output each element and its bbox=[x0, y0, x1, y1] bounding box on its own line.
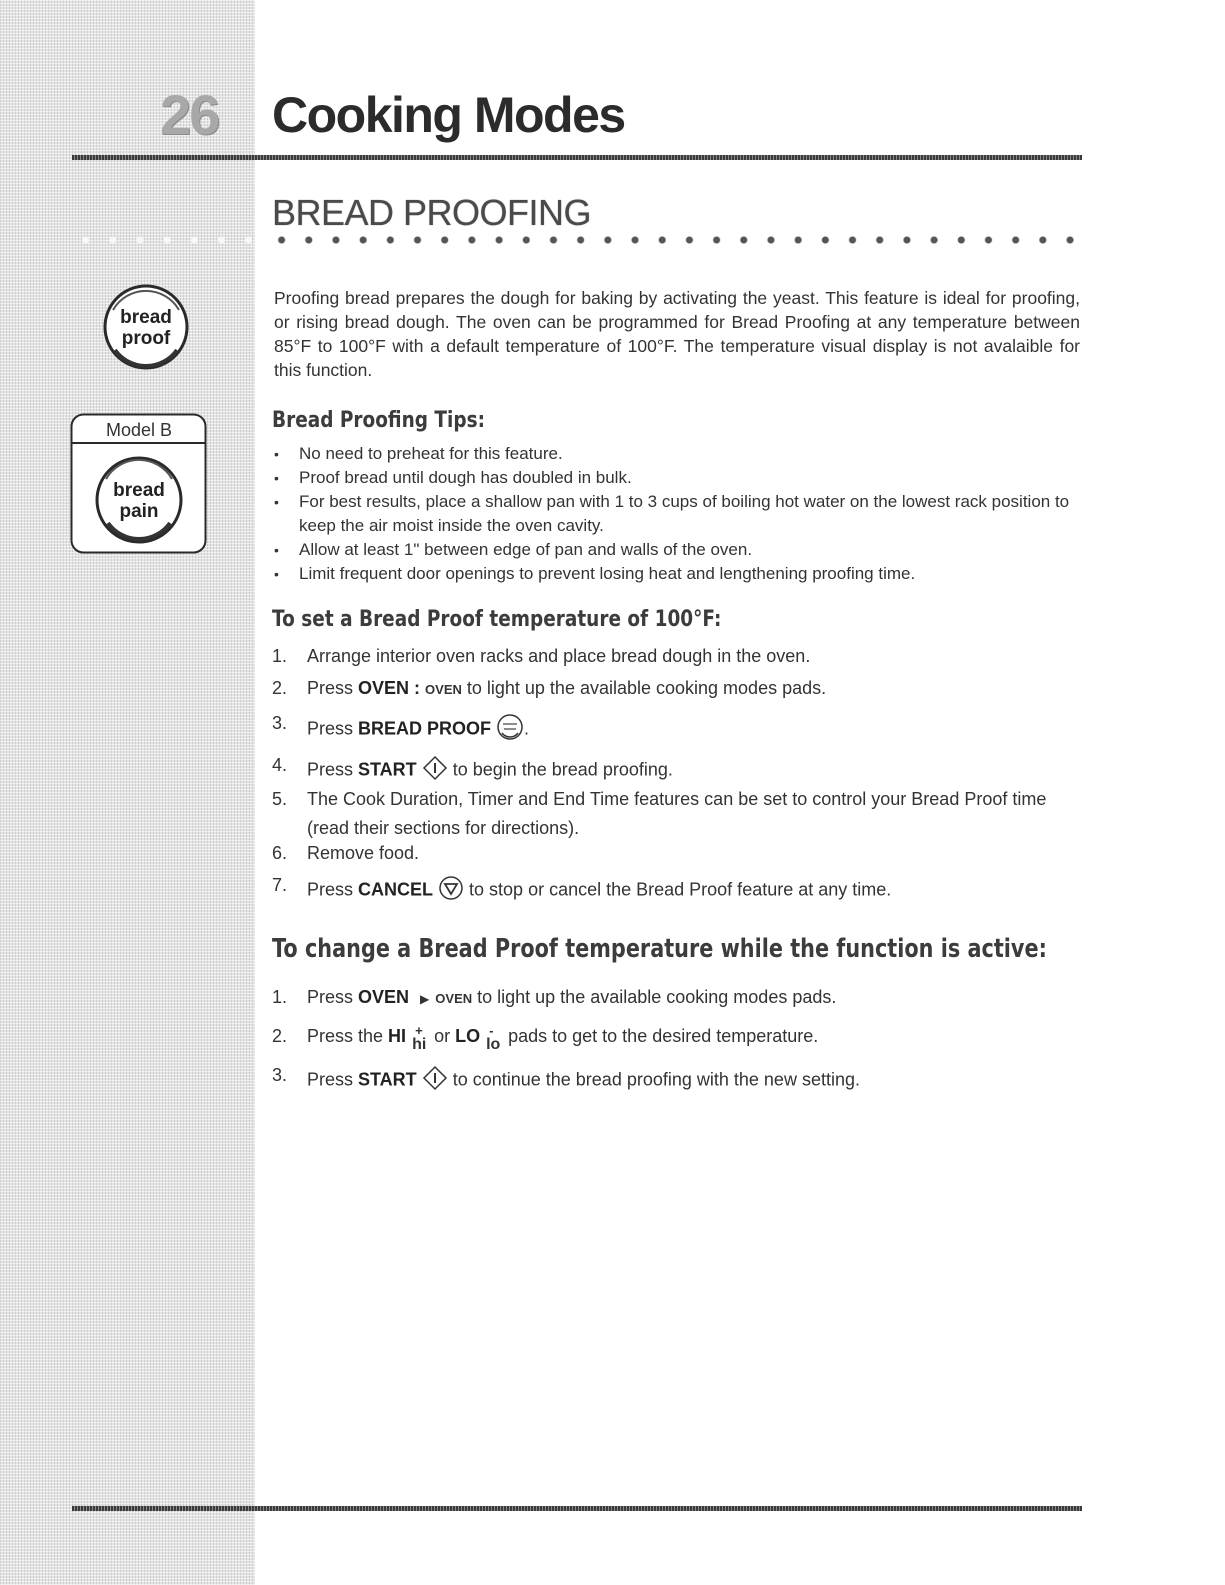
icon-label-line2: pain bbox=[119, 501, 159, 522]
list-item: • Limit frequent door openings to prevent losing heat and lengthening proofing time. bbox=[274, 562, 1074, 586]
play-arrow-icon: ▶ bbox=[420, 992, 430, 1006]
section-dotted-divider bbox=[268, 236, 1084, 244]
list-item: 3. Press START to continue the bread proofing with the new setting. bbox=[272, 1065, 1072, 1095]
tips-list bbox=[274, 442, 1074, 586]
list-item: 6. Remove food. bbox=[272, 843, 420, 863]
bread-proof-mini-icon bbox=[496, 713, 524, 746]
change-temp-heading: To change a Bread Proof temperature while the function is active: bbox=[272, 934, 1047, 964]
list-item: • No need to preheat for this feature. bbox=[274, 442, 1074, 466]
section-title: BREAD PROOFING bbox=[272, 192, 592, 233]
oven-pad-label: OVEN bbox=[425, 682, 462, 697]
oven-pad-label: OVEN bbox=[435, 991, 473, 1006]
start-key-label: START bbox=[358, 759, 417, 780]
list-item: 2. Press the HI + hi or LO - lo pads to get to the desired temperature. bbox=[272, 1023, 819, 1053]
tips-heading: Bread Proofing Tips: bbox=[272, 408, 485, 433]
intro-paragraph: Proofing bread prepares the dough for baking by activating the yeast. This feature is ideal for proofing, or rising bread dough. The oven can be programmed for Bread Proofing at any temperature between 85°F to 100°F with a default temperature of 100°F. The temperature visual display is not avalaible for this function. bbox=[274, 288, 1080, 380]
list-item: 7. Press CANCEL to stop or cancel the Bread Proof feature at any time. bbox=[272, 875, 1072, 905]
list-item: 1. Arrange interior oven racks and place bread dough in the oven. bbox=[272, 646, 811, 666]
list-item: • Proof bread until dough has doubled in bulk. bbox=[274, 466, 1074, 490]
sidebar-dotted-divider bbox=[72, 236, 252, 244]
start-icon bbox=[422, 755, 448, 786]
footer-rule bbox=[72, 1506, 1082, 1511]
list-item: 2. Press OVEN : OVEN to light up the available cooking modes pads. bbox=[272, 678, 827, 698]
list-item: • For best results, place a shallow pan with 1 to 3 cups of boiling hot water on the lowest rack position to keep the air moist inside the oven cavity. bbox=[274, 490, 1074, 538]
hi-pad-icon: + hi bbox=[412, 1023, 427, 1053]
icon-label-line1: bread bbox=[120, 307, 172, 328]
set-temp-heading: To set a Bread Proof temperature of 100°F: bbox=[272, 607, 722, 632]
page-number: 26 bbox=[160, 83, 219, 146]
oven-key-label: OVEN bbox=[358, 678, 410, 698]
list-item: 3. Press BREAD PROOF . bbox=[272, 713, 1072, 755]
change-temp-steps bbox=[272, 987, 1072, 1095]
model-label: Model B bbox=[105, 420, 173, 440]
list-item: 5. The Cook Duration, Timer and End Time features can be set to control your Bread Proof time (read their sections for directions). bbox=[272, 789, 1047, 838]
set-temp-steps bbox=[272, 646, 1072, 905]
bread-proof-pad-icon bbox=[103, 280, 189, 377]
icon-label-line1: bread bbox=[113, 480, 165, 501]
list-item: • Allow at least 1" between edge of pan and walls of the oven. bbox=[274, 538, 1074, 562]
cancel-icon bbox=[438, 875, 464, 906]
start-key-label: START bbox=[358, 1069, 417, 1090]
list-item: 1. Press OVEN ▶ OVEN to light up the available cooking modes pads. bbox=[272, 987, 837, 1007]
lo-pad-icon: - lo bbox=[486, 1023, 501, 1053]
model-b-pad-icon bbox=[70, 413, 208, 560]
lo-key-label: LO bbox=[455, 1026, 481, 1046]
chapter-title: Cooking Modes bbox=[272, 87, 625, 143]
hi-key-label: HI bbox=[388, 1026, 407, 1046]
list-item: 4. Press START to begin the bread proofing. bbox=[272, 755, 1072, 785]
header-rule bbox=[72, 155, 1082, 160]
cancel-key-label: CANCEL bbox=[358, 879, 434, 900]
bread-proof-key-label: BREAD PROOF bbox=[358, 718, 492, 739]
oven-key-label: OVEN bbox=[358, 987, 410, 1007]
icon-label-line2: proof bbox=[121, 328, 171, 349]
start-icon bbox=[422, 1065, 448, 1096]
